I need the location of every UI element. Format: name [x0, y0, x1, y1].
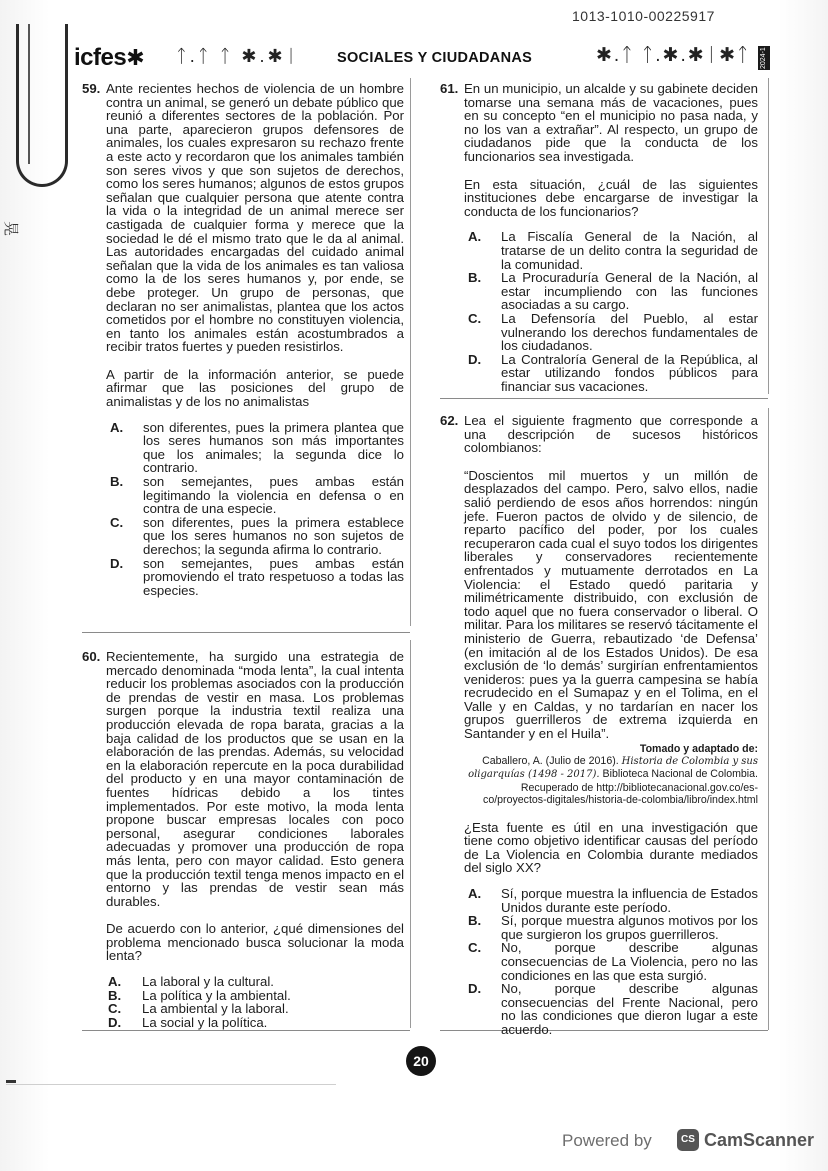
option-text: La laboral y la cultural. — [142, 974, 274, 990]
logo-text: icfes — [74, 44, 127, 71]
answer-option-b[interactable] — [464, 271, 758, 312]
camscanner-logo-icon: CS — [677, 1129, 699, 1151]
logo-star-icon: ✱ — [126, 45, 145, 70]
answer-option-c[interactable] — [106, 1002, 404, 1016]
option-letter: A. — [108, 974, 122, 990]
answer-option-a[interactable] — [464, 230, 758, 271]
year-badge: 2024-1 — [758, 46, 770, 70]
question-prompt: En esta situación, ¿cuál de las siguientes instituciones debe encargarse de investigar la conducta de los funcionarios? — [464, 176, 758, 219]
option-text: son diferentes, pues la primera establece que los seres humanos no son sujetos de derechos; la segunda afirma lo contrario. — [143, 514, 404, 557]
answer-option-c[interactable] — [464, 941, 758, 982]
binder-ring-inner — [28, 24, 38, 164]
option-text: No, porque describe algunas consecuencias del Frente Nacional, pero no las condiciones que dieron lugar a este acuerdo. — [501, 981, 758, 1037]
question-61 — [440, 82, 758, 393]
option-text: La ambiental y la laboral. — [142, 1001, 289, 1017]
historical-quote: “Doscientos mil muertos y un millón de desplazados del campo. Pero, salvo ellos, nadie salió perdiendo de esos años horrendos: ningún jefe. Fueron pactos de olvido y de silencio, de reparto pacífico del poder, por los cuales recuperaron cada cual el suyo todos los dirigentes liberales y conservadores recientemente enfrentados y mutuamente derrotados en La Violencia: el Estado quedó paritaria y milimétricamente distribuido, con exclusión de todo aquel que no fuera conservador o liberal. O militar. Para los militares se reservó tácitamente el ministerio de Guerra, rebautizado ‘de Defensa’ (en imitación al de los Estados Unidos). De esa exclusión de ‘lo demás’ surgirían enfrentamientos venideros: pues ya la guerra campesina se había recrudecido en el Sumapaz y en el Tolima, en el Valle y en Caldas, y no tardarían en nacer los grupos guerrilleros de extrema izquierda en Santander y en el Huila”. — [464, 467, 758, 742]
column-rule — [768, 408, 769, 1030]
option-text: La social y la política. — [142, 1014, 268, 1030]
option-text: No, porque describe algunas consecuencias de La Violencia, pero no las condiciones en las que esta surgió. — [501, 940, 758, 983]
citation-source: Biblioteca Nacional de Colombia. Recuperado de http://bibliotecanacional.gov.co/es-co/proyectos-digitales/historia-de-colombia/libro/index.html — [483, 768, 758, 807]
question-number: 59. — [82, 81, 101, 96]
column-rule — [410, 640, 411, 1028]
citation-head: Tomado y adaptado de: — [639, 742, 758, 755]
option-letter: C. — [108, 1001, 122, 1017]
question-59 — [82, 82, 404, 597]
page-number: 20 — [406, 1046, 436, 1076]
column-rule — [768, 78, 769, 394]
watermark-brand: CamScanner — [704, 1130, 815, 1150]
decorative-figures-right: ✱.ᛏ ᛏ.✱.✱ᛁ✱ᛏ — [596, 45, 751, 66]
question-text: Ante recientes hechos de violencia de un hombre contra un animal, se generó un debate público que reunió a diferentes sectores de la población. Por una parte, aparecieron grupos defensores de animales, los cuales expresaron su rechazo frente a este acto y recordaron que los animales también son seres vivos y que son sujetos de derechos, como los seres humanos; algunos de estos grupos señalan que cualquier persona que atente contra la vida o la integridad de un animal merece ser castigada de cualquier forma y merece que la sociedad le dé el mismo trato que le da al animal. Las autoridades encargadas del cuidado animal señalan que la vida de los animales es tan valiosa como la de los seres humanos y, por ende, se debe proteger. Un grupo de personas, que declaran no ser animalistas, plantea que los actos cometidos por el hombre no constituyen violencia, en tanto los animales están acostumbrados a recibir tratos fuertes y pueden resistirlos. — [106, 81, 404, 355]
option-text: La Contraloría General de la República, al estar utilizando fondos públicos para financiar sus vacaciones. — [501, 351, 758, 394]
answer-option-b[interactable] — [106, 475, 404, 516]
option-text: Sí, porque muestra la influencia de Estados Unidos durante este período. — [501, 886, 758, 915]
option-letter: A. — [110, 419, 124, 435]
option-letter: B. — [468, 913, 482, 929]
serial-number: 1013-1010-00225917 — [572, 8, 715, 22]
answer-option-d[interactable] — [464, 353, 758, 394]
right-column — [440, 82, 758, 393]
option-letter: D. — [468, 351, 482, 367]
answer-option-b[interactable] — [464, 914, 758, 941]
option-letter: D. — [108, 1014, 122, 1030]
option-letter: C. — [468, 310, 482, 326]
answer-option-c[interactable] — [464, 312, 758, 353]
option-text: La Procuraduría General de la Nación, al estar incumpliendo con las funciones asociadas a su cargo. — [501, 270, 758, 313]
answer-option-a[interactable] — [464, 887, 758, 914]
option-letter: B. — [468, 270, 482, 286]
option-text: La Defensoría del Pueblo, al estar vulnerando los derechos fundamentales de los ciudadanos. — [501, 310, 758, 354]
option-letter: A. — [468, 886, 482, 902]
question-prompt: De acuerdo con lo anterior, ¿qué dimensiones del problema mencionado busca solucionar la moda lenta? — [106, 921, 404, 964]
option-text: son semejantes, pues ambas están legitimando la violencia en defensa o en contra de una especie. — [143, 474, 404, 517]
left-column-lower — [82, 650, 404, 1029]
question-text: Lea el siguiente fragmento que corresponde a una descripción de sucesos históricos colombianos: — [464, 413, 758, 456]
question-prompt: A partir de la información anterior, se puede afirmar que las posiciones del grupo de animalistas y de los no animalistas — [106, 366, 404, 410]
option-letter: D. — [468, 981, 482, 997]
question-62 — [440, 414, 758, 1037]
question-number: 60. — [82, 649, 101, 664]
citation — [464, 743, 758, 807]
column-rule — [410, 78, 411, 626]
answer-option-d[interactable] — [464, 982, 758, 1036]
answer-option-d[interactable] — [106, 1016, 404, 1030]
option-letter: B. — [110, 474, 124, 490]
section-title: SOCIALES Y CIUDADANAS — [337, 50, 533, 66]
option-letter: A. — [468, 229, 482, 245]
answer-option-a[interactable] — [106, 975, 404, 989]
question-divider — [440, 398, 768, 399]
answer-option-c[interactable] — [106, 516, 404, 557]
option-letter: B. — [108, 987, 122, 1003]
answer-option-b[interactable] — [106, 989, 404, 1003]
footer-mark — [6, 1080, 16, 1083]
answer-option-a[interactable] — [106, 421, 404, 475]
decorative-figures-left: ᛏ.ᛏ ᛏ ✱.✱ᛁ — [176, 46, 300, 66]
left-column — [82, 82, 404, 597]
footer-line — [6, 1084, 336, 1085]
citation-title: Historia de Colombia y sus oligarquías (1498 - 2017). — [468, 756, 758, 781]
question-prompt: ¿Esta fuente es útil en una investigación que tiene como objetivo identificar causas del período de La Violencia en Colombia durante mediados del siglo XX? — [464, 819, 758, 876]
question-divider — [82, 632, 410, 633]
option-text: son semejantes, pues ambas están promoviendo el trato respetuoso a todas las especies. — [143, 555, 404, 598]
citation-author: Caballero, A. (Julio de 2016). — [482, 755, 619, 768]
option-letter: C. — [468, 940, 482, 956]
option-letter: C. — [110, 514, 124, 530]
option-letter: D. — [110, 555, 124, 571]
option-text: La política y la ambiental. — [142, 987, 291, 1003]
option-text: La Fiscalía General de la Nación, al tratarse de un delito contra la seguridad de la comunidad. — [501, 229, 758, 272]
answer-option-d[interactable] — [106, 557, 404, 598]
option-text: Sí, porque muestra algunos motivos por los que surgieron los grupos guerrilleros. — [501, 913, 758, 942]
icfes-logo — [74, 44, 144, 72]
question-divider — [82, 1030, 410, 1031]
watermark-powered-text: Powered by — [562, 1131, 652, 1150]
question-number: 61. — [440, 81, 459, 96]
question-text: En un municipio, un alcalde y su gabinete deciden tomarse una semana más de vacaciones, pues en su concepto “en el municipio no pasa nada, y no los van a extrañar”. Al respecto, un grupo de ciudadanos pide que la conducta de los funcionarios sea investigada. — [464, 81, 758, 164]
margin-mark: 晃 — [2, 220, 20, 237]
question-60 — [82, 650, 404, 1029]
option-text: son diferentes, pues la primera plantea que los seres humanos son más importantes que los animales; la segunda dice lo contrario. — [143, 419, 404, 476]
right-column-lower — [440, 414, 758, 1037]
page-header — [72, 42, 770, 74]
question-number: 62. — [440, 413, 459, 428]
citation-body — [464, 755, 758, 807]
question-text: Recientemente, ha surgido una estrategia de mercado denominada “moda lenta”, la cual intenta reducir los problemas asociados con la producción de prendas de vestir en masa. Los problemas surgen porque la industria textil realiza una producción elevada de ropa barata, gracias a la baja calidad de los productos que se usan en la elaboración de las prendas. Además, su velocidad en la elaboración repercute en la poca durabilidad del producto y en una mayor contaminación de fuentes hídricas debido a los tintes implementados. Por este motivo, la moda lenta propone buscar empresas locales con poco personal, asegurar condiciones laborales adecuadas y promover una producción de ropa más lenta, pero con mayor calidad. Esto genera que la producción textil tenga menos impacto en el entorno y las prendas de vestir sean más durables. — [106, 649, 404, 909]
binder-ring — [16, 24, 68, 187]
